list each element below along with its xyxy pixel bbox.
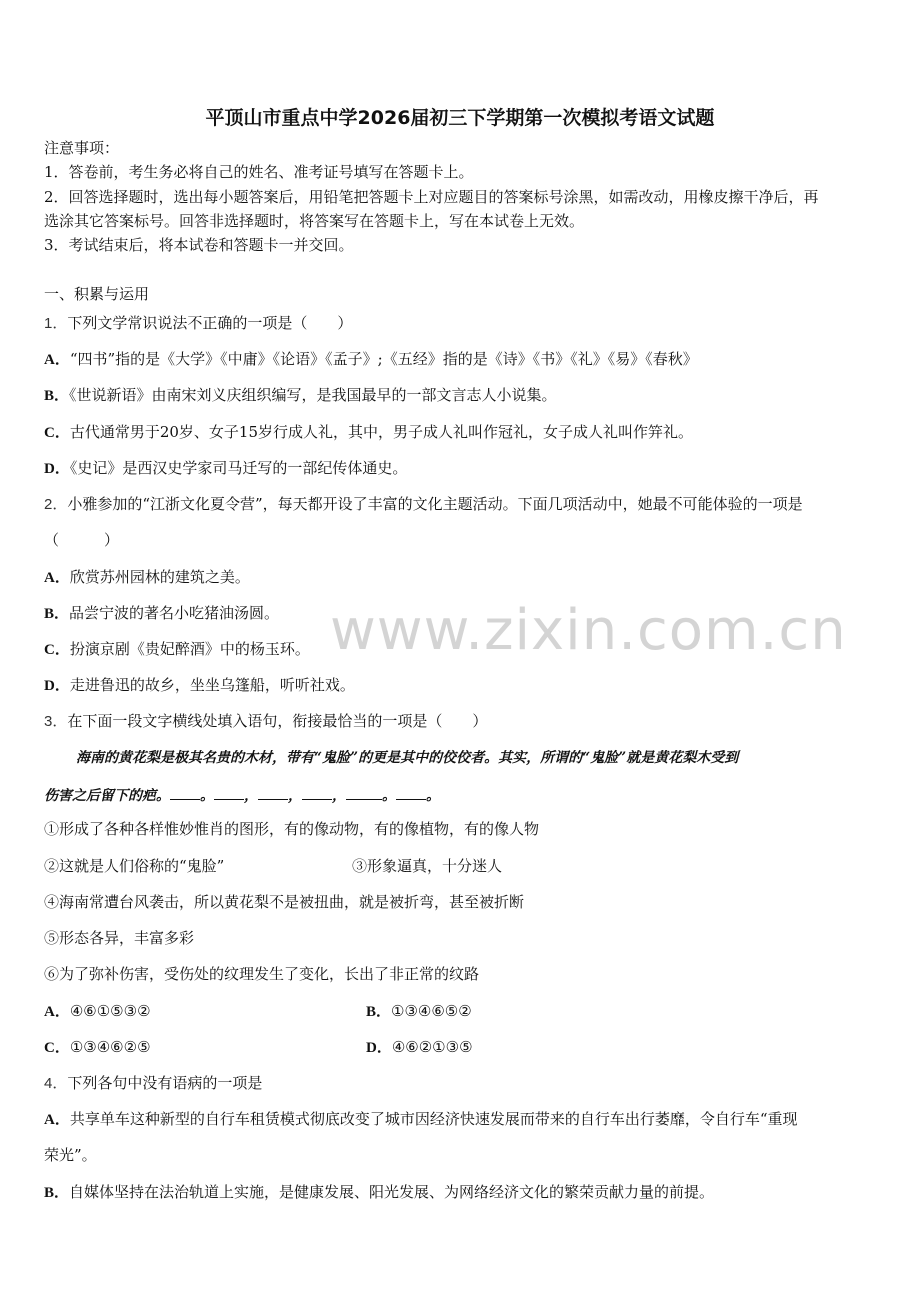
q3-sentence-6: ⑥为了弥补伤害，受伤处的纹理发生了变化，长出了非正常的纹路 bbox=[44, 965, 480, 983]
notes-item-1: 1．答卷前，考生务必将自己的姓名、准考证号填写在答题卡上。 bbox=[44, 163, 474, 181]
question-number: 3． bbox=[44, 713, 68, 730]
option-label: B． bbox=[44, 606, 70, 622]
question-stem: 下列文学常识说法不正确的一项是（ ） bbox=[67, 314, 353, 332]
question-1 bbox=[44, 313, 352, 334]
fill-blank bbox=[170, 785, 200, 800]
q3-sentence-3: ③形象逼真，十分迷人 bbox=[352, 857, 503, 875]
option-label: D． bbox=[44, 461, 70, 477]
option-text: 走进鲁迅的故乡，坐坐乌篷船，听听社戏。 bbox=[69, 676, 355, 694]
page-title: 平顶山市重点中学2026届初三下学期第一次模拟考语文试题 bbox=[205, 107, 715, 129]
fill-blank bbox=[396, 785, 426, 800]
question-stem: 小雅参加的“江浙文化夏令营”，每天都开设了丰富的文化主题活动。下面几项活动中，她最不可能体验的一项是 bbox=[67, 495, 803, 513]
q2-option-d bbox=[44, 675, 355, 696]
question-stem: 下列各句中没有语病的一项是 bbox=[67, 1074, 263, 1092]
q1-option-a bbox=[44, 349, 698, 370]
q3-sentence-2: ②这就是人们俗称的“鬼脸” bbox=[44, 857, 225, 875]
option-label: D． bbox=[366, 1040, 392, 1056]
q3-sentence-5: ⑤形态各异，丰富多彩 bbox=[44, 929, 195, 947]
question-number: 1． bbox=[44, 315, 68, 332]
option-label: C． bbox=[44, 642, 70, 658]
notes-item-2-cont: 选涂其它答案标号。回答非选择题时，将答案写在答题卡上，写在本试卷上无效。 bbox=[44, 212, 585, 230]
fill-blank bbox=[302, 785, 332, 800]
q4-option-b bbox=[44, 1182, 714, 1203]
q1-option-c bbox=[44, 422, 693, 443]
option-label: D． bbox=[44, 678, 70, 694]
q3-option-d bbox=[366, 1037, 473, 1058]
option-text: 《史记》是西汉史学家司马迁写的一部纪传体通史。 bbox=[69, 459, 408, 477]
q3-passage-line-1: 海南的黄花梨是极其名贵的木材，带有“鬼脸”的更是其中的佼佼者。其实，所谓的“鬼脸”就是黄花梨木受到 bbox=[76, 750, 739, 766]
option-text: 欣赏苏州园林的建筑之美。 bbox=[69, 568, 250, 586]
fill-blank bbox=[214, 785, 244, 800]
q1-option-b bbox=[44, 385, 557, 406]
option-label: A． bbox=[44, 570, 70, 586]
option-label: A． bbox=[44, 1112, 70, 1128]
q1-option-d bbox=[44, 458, 407, 479]
q4-option-a-cont: 荣光”。 bbox=[44, 1146, 97, 1164]
notes-item-2: 2．回答选择题时，选出每小题答案后，用铅笔把答题卡上对应题目的答案标号涂黑，如需改动，用橡皮擦干净后，再 bbox=[44, 188, 819, 206]
question-3 bbox=[44, 711, 487, 732]
option-text: ①③④⑥⑤② bbox=[391, 1002, 472, 1020]
q3-option-b bbox=[366, 1001, 472, 1022]
option-label: B． bbox=[44, 1185, 70, 1201]
q3-option-c bbox=[44, 1037, 151, 1058]
fill-blank bbox=[346, 785, 382, 800]
option-text: ④⑥②①③⑤ bbox=[391, 1038, 473, 1056]
option-text: 古代通常男于20岁、女子15岁行成人礼，其中，男子成人礼叫作冠礼，女子成人礼叫作笄礼。 bbox=[69, 423, 694, 441]
q2-option-c bbox=[44, 639, 310, 660]
q2-answer-paren: （ ） bbox=[44, 531, 120, 549]
option-text: ①③④⑥②⑤ bbox=[69, 1038, 151, 1056]
option-label: C． bbox=[44, 425, 70, 441]
question-stem: 在下面一段文字横线处填入语句，衔接最恰当的一项是（ ） bbox=[67, 712, 488, 730]
option-label: B． bbox=[44, 388, 70, 404]
q4-option-a bbox=[44, 1109, 798, 1130]
option-text: 扮演京剧《贵妃醉酒》中的杨玉环。 bbox=[69, 640, 310, 658]
q3-passage-text: 伤害之后留下的疤。 bbox=[44, 788, 170, 804]
q3-option-a bbox=[44, 1001, 151, 1022]
option-label: C． bbox=[44, 1040, 70, 1056]
question-4 bbox=[44, 1073, 262, 1094]
fill-blank bbox=[258, 785, 288, 800]
option-text: 品尝宁波的著名小吃猪油汤圆。 bbox=[69, 604, 280, 622]
q2-option-a bbox=[44, 567, 250, 588]
watermark: www.zixin.com.cn bbox=[330, 598, 847, 663]
notes-item-3: 3．考试结束后，将本试卷和答题卡一并交回。 bbox=[44, 236, 354, 254]
option-label: A． bbox=[44, 1004, 70, 1020]
q3-passage-line-2: 伤害之后留下的疤。 。 ， ， ， 。 。 bbox=[44, 785, 440, 806]
option-text: 自媒体坚持在法治轨道上实施，是健康发展、阳光发展、为网络经济文化的繁荣贡献力量的前提。 bbox=[69, 1183, 715, 1201]
q2-option-b bbox=[44, 603, 279, 624]
option-text: 共享单车这种新型的自行车租赁模式彻底改变了城市因经济快速发展而带来的自行车出行萎靡，令自行车“重现 bbox=[69, 1110, 798, 1128]
question-2 bbox=[44, 494, 803, 515]
option-label: B． bbox=[366, 1004, 392, 1020]
option-text: 《世说新语》由南宋刘义庆组织编写，是我国最早的一部文言志人小说集。 bbox=[69, 386, 557, 404]
question-number: 4． bbox=[44, 1075, 68, 1092]
option-text: “四书”指的是《大学》《中庸》《论语》《孟子》;《五经》指的是《诗》《书》《礼》《易》《春秋》 bbox=[69, 350, 698, 368]
section-heading: 一、积累与运用 bbox=[44, 285, 150, 303]
q3-sentence-4: ④海南常遭台风袭击，所以黄花梨不是被扭曲，就是被折弯，甚至被折断 bbox=[44, 893, 525, 911]
question-number: 2． bbox=[44, 496, 68, 513]
q3-sentence-1: ①形成了各种各样惟妙惟肖的图形，有的像动物，有的像植物，有的像人物 bbox=[44, 820, 540, 838]
option-text: ④⑥①⑤③② bbox=[69, 1002, 151, 1020]
option-label: A． bbox=[44, 352, 70, 368]
notes-heading: 注意事项： bbox=[44, 139, 120, 157]
